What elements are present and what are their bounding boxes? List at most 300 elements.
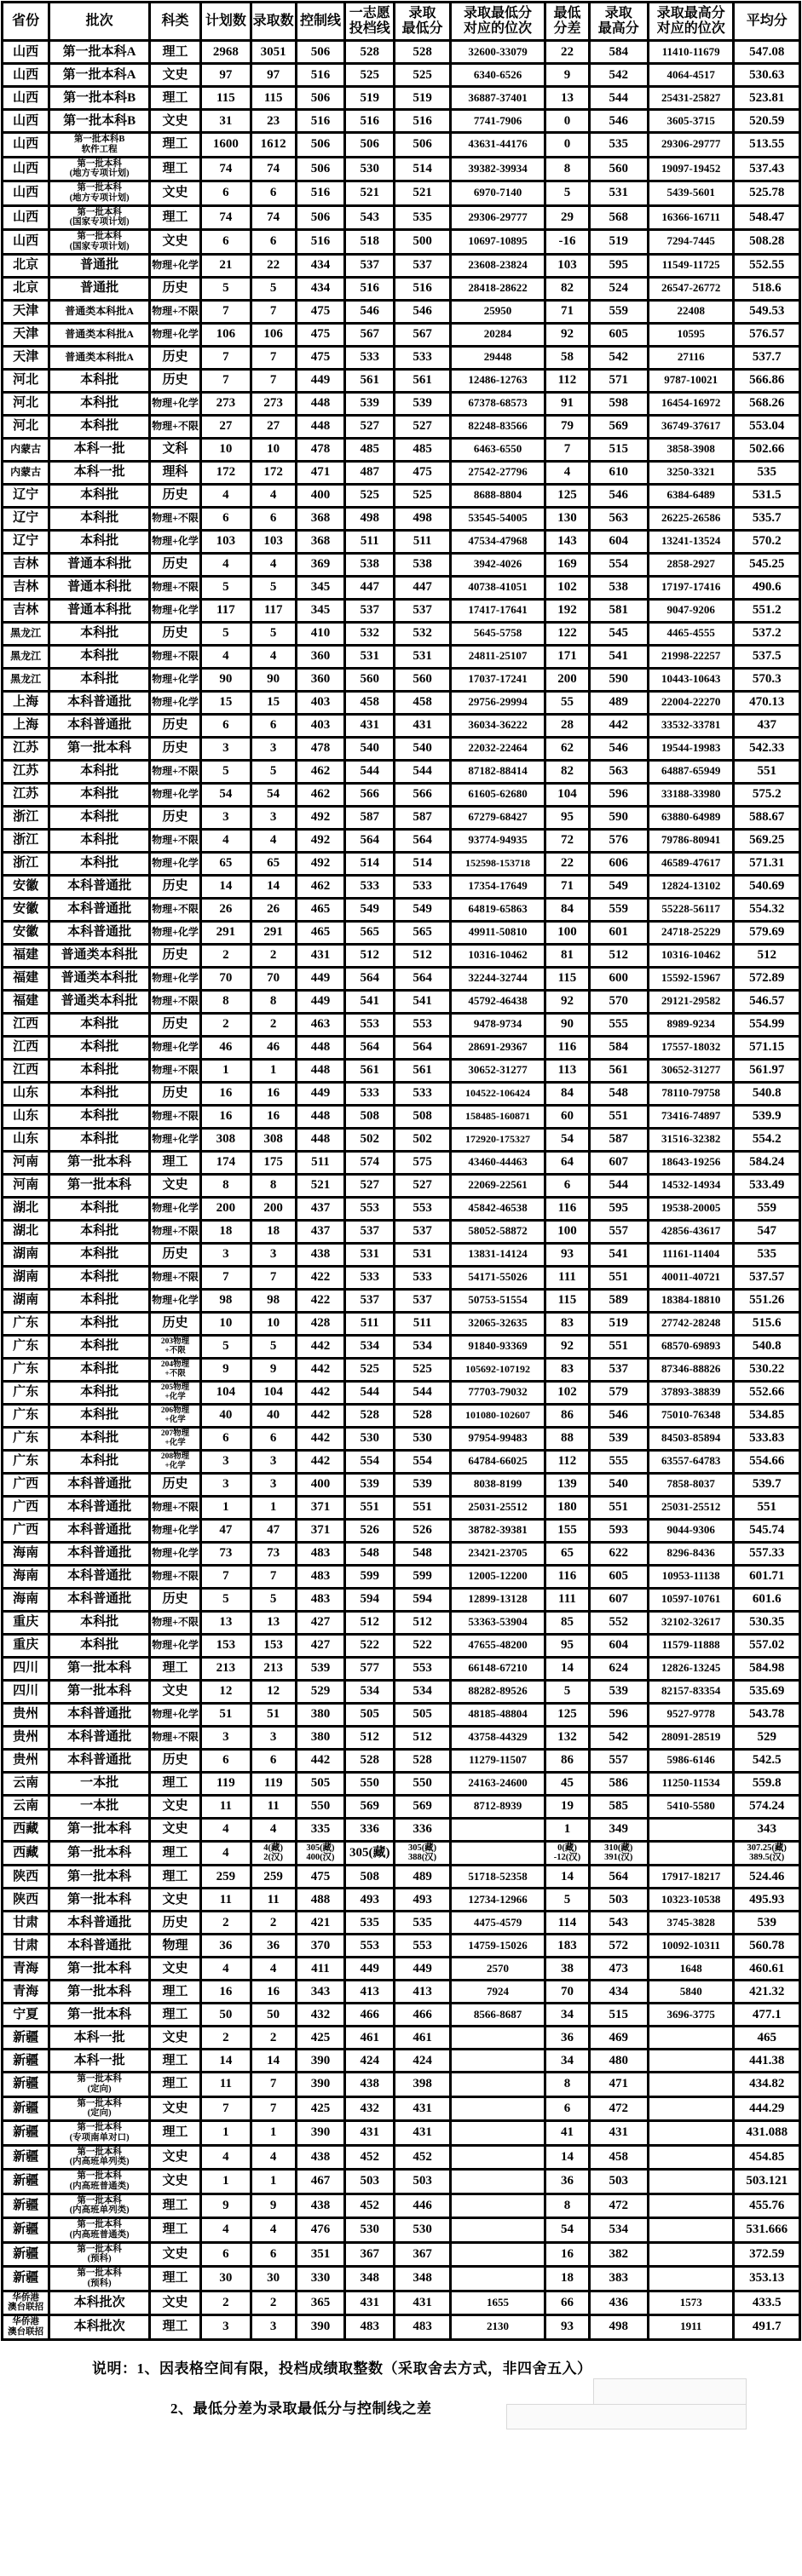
table-cell: 413	[395, 1981, 450, 2004]
table-cell: 559	[734, 1197, 800, 1220]
table-cell: 458	[589, 2145, 648, 2170]
table-cell: 119	[201, 1772, 251, 1795]
table-cell: 21998-22257	[648, 645, 734, 668]
table-cell: 5	[201, 622, 251, 645]
table-cell: 122	[545, 622, 589, 645]
table-cell: 553	[345, 1935, 395, 1958]
table-cell: -16	[545, 230, 589, 255]
table-cell: 26	[251, 898, 296, 921]
table-cell: 新疆	[3, 2027, 49, 2050]
table-cell: 历史	[149, 944, 200, 967]
table-cell: 27	[251, 415, 296, 438]
table-row	[3, 254, 800, 277]
table-cell: 5	[201, 1335, 251, 1358]
table-cell: 2130	[450, 2315, 545, 2340]
table-cell	[648, 2096, 734, 2121]
table-cell: 6463-6550	[450, 438, 545, 461]
table-cell: 502	[395, 1128, 450, 1151]
table-cell: 9	[251, 1358, 296, 1381]
table-cell: 本科批	[49, 369, 150, 392]
table-cell: 5840	[648, 1981, 734, 2004]
table-cell: 本科普通批	[49, 1565, 150, 1588]
table-cell: 533	[345, 1082, 395, 1105]
table-cell: 24718-25229	[648, 921, 734, 944]
table-cell: 辽宁	[3, 530, 49, 553]
table-cell: 447	[395, 576, 450, 599]
table-cell: 525	[345, 484, 395, 507]
table-cell: 566	[345, 783, 395, 806]
table-cell: 116	[545, 1565, 589, 1588]
table-cell: 文史	[149, 2291, 200, 2315]
table-cell: 537	[345, 1220, 395, 1243]
table-cell: 471	[296, 461, 344, 484]
table-cell: 533.49	[734, 1174, 800, 1197]
table-cell: 532	[395, 622, 450, 645]
table-cell: 54	[545, 2218, 589, 2243]
table-cell: 7	[201, 346, 251, 369]
table-row	[3, 2218, 800, 2243]
table-cell: 8	[545, 2194, 589, 2218]
table-cell: 433.5	[734, 2291, 800, 2315]
table-cell: 553.04	[734, 415, 800, 438]
table-cell: 540	[589, 1473, 648, 1496]
note-line-1: 说明：1、因表格空间有限，投档成绩取整数（采取舍去方式，非四舍五入）	[92, 2360, 592, 2377]
table-cell: 安徽	[3, 898, 49, 921]
table-cell: 115	[545, 967, 589, 990]
table-cell: 503	[395, 2170, 450, 2194]
table-cell: 104	[545, 783, 589, 806]
table-cell: 本科一批	[49, 2050, 150, 2073]
table-cell: 77703-79032	[450, 1381, 545, 1404]
table-cell: 新疆	[3, 2121, 49, 2146]
table-cell: 16	[201, 1082, 251, 1105]
table-cell: 14	[545, 1866, 589, 1889]
table-cell: 第一批本科	[49, 1680, 150, 1703]
table-cell: 569	[395, 1795, 450, 1818]
table-cell: 物理+化学	[149, 691, 200, 714]
table-cell: 10697-10895	[450, 230, 545, 255]
table-cell: 本科普通批	[49, 875, 150, 898]
table-cell: 560	[395, 668, 450, 691]
table-row	[3, 530, 800, 553]
table-cell: 新疆	[3, 2096, 49, 2121]
table-cell: 北京	[3, 254, 49, 277]
table-cell: 物理+不限	[149, 1220, 200, 1243]
table-cell: 本科批	[49, 507, 150, 530]
table-cell	[450, 2096, 545, 2121]
table-cell: 9527-9778	[648, 1703, 734, 1726]
table-cell: 第一批本科 (内高班普通类)	[49, 2218, 150, 2243]
table-row	[3, 1981, 800, 2004]
table-cell: 历史	[149, 622, 200, 645]
table-cell: 3	[201, 737, 251, 760]
table-cell: 113	[545, 1059, 589, 1082]
table-cell: 63880-64989	[648, 806, 734, 829]
table-cell: 40011-40721	[648, 1266, 734, 1289]
table-cell: 360	[296, 668, 344, 691]
table-cell: 534	[589, 2218, 648, 2243]
table-cell: 67279-68427	[450, 806, 545, 829]
table-cell: 594	[395, 1588, 450, 1611]
table-cell: 403	[296, 714, 344, 737]
table-cell: 111	[545, 1266, 589, 1289]
table-cell: 新疆	[3, 2145, 49, 2170]
table-cell: 103	[545, 254, 589, 277]
table-cell: 569	[589, 415, 648, 438]
table-cell: 574.24	[734, 1795, 800, 1818]
table-cell	[648, 2050, 734, 2073]
table-cell: 567	[395, 323, 450, 346]
table-cell: 531	[395, 645, 450, 668]
table-cell: 516	[296, 181, 344, 206]
table-cell: 本科普通批	[49, 1935, 150, 1958]
table-cell: 理工	[149, 2004, 200, 2027]
table-cell: 5	[545, 1680, 589, 1703]
table-cell: 本科普通批	[49, 714, 150, 737]
table-cell: 92	[545, 1335, 589, 1358]
table-cell: 本科普通批	[49, 1588, 150, 1611]
table-row	[3, 1611, 800, 1634]
table-cell: 47	[251, 1519, 296, 1542]
table-cell: 544	[395, 760, 450, 783]
table-cell: 本科批	[49, 1381, 150, 1404]
table-cell: 467	[296, 2170, 344, 2194]
table-cell: 492	[296, 806, 344, 829]
table-cell: 475	[296, 1866, 344, 1889]
table-cell: 537	[395, 254, 450, 277]
table-cell: 515.6	[734, 1312, 800, 1335]
table-cell: 525.78	[734, 181, 800, 206]
table-cell: 442	[589, 714, 648, 737]
table-cell: 206物理+化学	[149, 1404, 200, 1427]
table-cell: 273	[251, 392, 296, 415]
table-cell: 534	[395, 1680, 450, 1703]
table-cell	[450, 2073, 545, 2097]
table-cell: 16	[545, 2242, 589, 2267]
table-cell: 570.3	[734, 668, 800, 691]
table-cell: 第一批本科	[49, 1866, 150, 1889]
table-cell: 546	[395, 300, 450, 323]
table-cell: 4465-4555	[648, 622, 734, 645]
table-cell: 473	[589, 1958, 648, 1981]
table-row	[3, 1565, 800, 1588]
table-row	[3, 1082, 800, 1105]
table-cell: 305(藏) 388(汉)	[395, 1841, 450, 1866]
table-cell: 533	[395, 875, 450, 898]
table-cell: 32600-33079	[450, 41, 545, 64]
table-cell: 28091-28519	[648, 1726, 734, 1749]
table-cell: 442	[296, 1427, 344, 1450]
table-cell: 22004-22270	[648, 691, 734, 714]
table-cell: 普通类本科批	[49, 967, 150, 990]
table-cell: 物理+不限	[149, 576, 200, 599]
table-cell: 82	[545, 760, 589, 783]
table-cell: 552.66	[734, 1381, 800, 1404]
table-cell: 84	[545, 1082, 589, 1105]
table-cell: 82248-83566	[450, 415, 545, 438]
table-cell: 26547-26772	[648, 277, 734, 300]
table-cell: 物理+不限	[149, 1059, 200, 1082]
table-cell: 物理+化学	[149, 392, 200, 415]
table-cell: 6384-6489	[648, 484, 734, 507]
table-cell: 213	[251, 1657, 296, 1680]
table-cell: 441.38	[734, 2050, 800, 2073]
table-cell: 533	[345, 875, 395, 898]
table-cell: 23	[251, 110, 296, 133]
table-cell: 438	[296, 1243, 344, 1266]
table-cell: 64	[545, 1151, 589, 1174]
table-row	[3, 1174, 800, 1197]
table-cell: 46	[251, 1036, 296, 1059]
table-cell: 3	[201, 1726, 251, 1749]
table-cell: 535	[734, 1243, 800, 1266]
table-cell: 413	[345, 1981, 395, 2004]
table-cell: 485	[395, 438, 450, 461]
table-cell: 11250-11534	[648, 1772, 734, 1795]
table-cell: 557.02	[734, 1634, 800, 1657]
table-row	[3, 1013, 800, 1036]
table-cell: 19538-20005	[648, 1197, 734, 1220]
table-cell: 45792-46438	[450, 990, 545, 1013]
table-cell: 黑龙江	[3, 622, 49, 645]
table-cell	[450, 2267, 545, 2291]
table-cell: 28418-28622	[450, 277, 545, 300]
table-cell: 8712-8939	[450, 1795, 545, 1818]
table-cell: 43460-44463	[450, 1151, 545, 1174]
table-cell: 11161-11404	[648, 1243, 734, 1266]
table-cell: 理工	[149, 1151, 200, 1174]
table-cell	[648, 2267, 734, 2291]
table-cell: 522	[395, 1634, 450, 1657]
table-cell: 历史	[149, 806, 200, 829]
table-cell: 577	[345, 1657, 395, 1680]
table-cell: 6	[201, 1427, 251, 1450]
table-row	[3, 898, 800, 921]
table-cell: 第一批本科 (内高班单列类)	[49, 2194, 150, 2218]
table-cell: 第一批本科 (地方专项计划)	[49, 157, 150, 181]
table-cell: 新疆	[3, 2194, 49, 2218]
table-cell: 74	[251, 205, 296, 230]
table-row	[3, 599, 800, 622]
table-cell: 47655-48200	[450, 1634, 545, 1657]
table-cell: 585	[589, 1795, 648, 1818]
table-cell: 469	[589, 2027, 648, 2050]
table-cell: 8296-8436	[648, 1542, 734, 1565]
table-cell: 37893-38839	[648, 1381, 734, 1404]
table-cell: 432	[296, 2004, 344, 2027]
table-cell: 4	[201, 1818, 251, 1841]
table-cell: 46589-47617	[648, 852, 734, 875]
table-cell: 512	[345, 1611, 395, 1634]
table-cell: 5	[545, 1889, 589, 1912]
table-row	[3, 2170, 800, 2194]
table-cell: 17417-17641	[450, 599, 545, 622]
table-cell: 12734-12966	[450, 1889, 545, 1912]
table-cell: 第一批本科 (内高班普通类)	[49, 2170, 150, 2194]
table-cell: 海南	[3, 1542, 49, 1565]
table-cell: 506	[296, 157, 344, 181]
table-cell: 541	[589, 645, 648, 668]
table-cell: 第一批本科 (专项南单对口)	[49, 2121, 150, 2146]
table-cell: 132	[545, 1726, 589, 1749]
table-cell: 153	[201, 1634, 251, 1657]
table-cell: 169	[545, 553, 589, 576]
table-cell: 本科普通批	[49, 1496, 150, 1519]
table-cell: 文史	[149, 2145, 200, 2170]
table-cell: 广西	[3, 1519, 49, 1542]
table-cell: 98	[251, 1289, 296, 1312]
table-cell: 498	[589, 2315, 648, 2340]
table-cell: 3858-3908	[648, 438, 734, 461]
table-cell: 17557-18032	[648, 1036, 734, 1059]
table-cell: 93	[545, 1243, 589, 1266]
table-cell: 6	[545, 2096, 589, 2121]
table-cell: 理工	[149, 2073, 200, 2097]
table-cell: 普通类本科批A	[49, 300, 150, 323]
table-cell: 82157-83354	[648, 1680, 734, 1703]
table-cell: 539	[296, 1657, 344, 1680]
table-cell: 560	[589, 157, 648, 181]
table-row	[3, 2291, 800, 2315]
table-cell: 4(藏) 2(汉)	[251, 1841, 296, 1866]
table-cell: 427	[296, 1634, 344, 1657]
table-cell: 43758-44329	[450, 1726, 545, 1749]
table-cell: 江西	[3, 1013, 49, 1036]
table-cell: 559	[589, 300, 648, 323]
table-cell: 516	[395, 110, 450, 133]
table-cell: 19544-19983	[648, 737, 734, 760]
table-row	[3, 806, 800, 829]
table-cell: 542.5	[734, 1749, 800, 1772]
table-cell: 10316-10462	[648, 944, 734, 967]
table-cell: 516	[345, 277, 395, 300]
table-cell: 73	[251, 1542, 296, 1565]
table-cell: 15	[251, 691, 296, 714]
table-cell: 上海	[3, 714, 49, 737]
table-cell: 115	[201, 87, 251, 110]
table-cell: 522	[345, 1634, 395, 1657]
table-cell: 6970-7140	[450, 181, 545, 206]
table-cell: 105692-107192	[450, 1358, 545, 1381]
table-cell: 36	[251, 1935, 296, 1958]
table-cell: 305(藏) 400(汉)	[296, 1841, 344, 1866]
table-cell: 530	[395, 2218, 450, 2243]
table-cell: 本科批	[49, 645, 150, 668]
table-cell: 本科批	[49, 484, 150, 507]
table-cell: 本科批	[49, 1611, 150, 1634]
table-cell: 4	[251, 1818, 296, 1841]
table-cell: 10	[251, 438, 296, 461]
table-cell: 500	[395, 230, 450, 255]
table-cell: 551.26	[734, 1289, 800, 1312]
table-cell: 90	[201, 668, 251, 691]
table-cell: 物理+化学	[149, 1036, 200, 1059]
column-header: 一志愿 投档线	[345, 3, 395, 41]
table-cell: 3942-4026	[450, 553, 545, 576]
table-cell: 555	[589, 1450, 648, 1473]
table-cell: 566	[395, 783, 450, 806]
table-cell: 物理+不限	[149, 829, 200, 852]
table-cell: 400	[296, 484, 344, 507]
table-cell: 428	[296, 1312, 344, 1335]
table-cell: 20284	[450, 323, 545, 346]
table-cell: 442	[296, 1404, 344, 1427]
table-cell: 山西	[3, 133, 49, 158]
table-cell: 537	[395, 1289, 450, 1312]
table-cell: 16	[251, 1981, 296, 2004]
table-cell: 335	[296, 1818, 344, 1841]
table-cell: 569.25	[734, 829, 800, 852]
table-row	[3, 1036, 800, 1059]
table-cell: 547	[734, 1220, 800, 1243]
table-cell: 539.7	[734, 1473, 800, 1496]
table-cell: 本科普通批	[49, 1726, 150, 1749]
table-cell: 425	[296, 2096, 344, 2121]
table-cell: 5	[251, 576, 296, 599]
table-row	[3, 1197, 800, 1220]
table-cell	[450, 2170, 545, 2194]
column-header: 科类	[149, 3, 200, 41]
table-cell: 566.86	[734, 369, 800, 392]
table-cell: 437	[296, 1220, 344, 1243]
table-cell: 12	[251, 1680, 296, 1703]
table-cell: 38	[545, 1958, 589, 1981]
table-row	[3, 668, 800, 691]
table-cell: 24163-24600	[450, 1772, 545, 1795]
table-cell: 物理+化学	[149, 1542, 200, 1565]
table-cell: 530	[345, 157, 395, 181]
table-cell: 213	[201, 1657, 251, 1680]
table-cell: 537.5	[734, 645, 800, 668]
table-cell: 601	[589, 921, 648, 944]
table-cell: 259	[201, 1866, 251, 1889]
table-cell: 30	[251, 2267, 296, 2291]
table-row	[3, 2004, 800, 2027]
table-cell: 第一批本科 (国家专项计划)	[49, 230, 150, 255]
table-cell: 572.89	[734, 967, 800, 990]
table-cell: 553	[395, 1657, 450, 1680]
note-line-2: 2、最低分差为录取最低分与控制线之差	[170, 2400, 432, 2417]
table-cell: 537	[345, 254, 395, 277]
table-cell: 6	[545, 1174, 589, 1197]
table-cell: 431	[345, 2291, 395, 2315]
table-cell: 472	[589, 2194, 648, 2218]
table-cell: 29756-29994	[450, 691, 545, 714]
table-cell: 534.85	[734, 1404, 800, 1427]
table-cell: 本科普通批	[49, 1749, 150, 1772]
table-cell: 理工	[149, 1841, 200, 1866]
table-cell: 589	[589, 1289, 648, 1312]
table-cell: 8	[251, 1174, 296, 1197]
table-cell: 13	[201, 1611, 251, 1634]
table-cell: 508	[395, 1105, 450, 1128]
table-cell: 历史	[149, 1473, 200, 1496]
table-row	[3, 1588, 800, 1611]
table-cell: 71	[545, 300, 589, 323]
table-row	[3, 1473, 800, 1496]
table-cell: 345	[296, 576, 344, 599]
table-cell: 92	[545, 990, 589, 1013]
table-cell: 576.57	[734, 323, 800, 346]
table-cell: 599	[395, 1565, 450, 1588]
table-cell: 516	[296, 110, 344, 133]
table-row	[3, 87, 800, 110]
table-cell: 16	[251, 1105, 296, 1128]
table-cell: 36034-36222	[450, 714, 545, 737]
table-cell: 553	[345, 1013, 395, 1036]
table-cell: 本科批	[49, 1289, 150, 1312]
table-cell: 535.7	[734, 507, 800, 530]
